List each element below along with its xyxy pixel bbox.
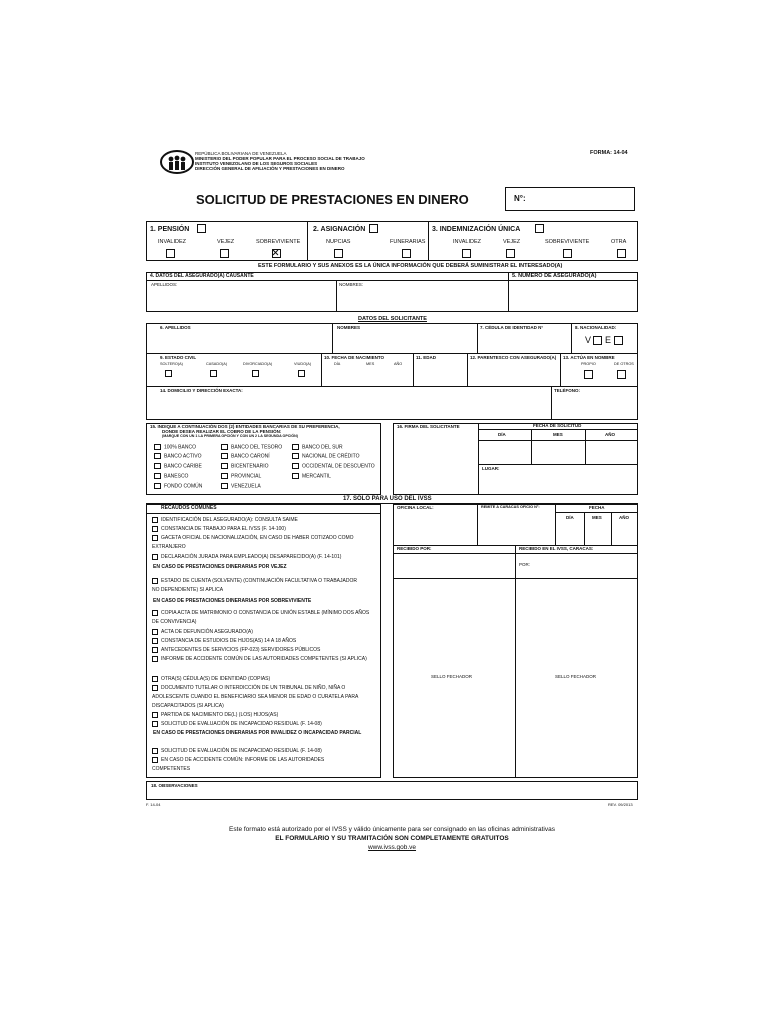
recaudo-item[interactable] xyxy=(152,628,378,637)
civil-soltero-checkbox[interactable] xyxy=(165,370,172,377)
recaudo-label: INFORME DE ACCIDENTE COMÚN DE LAS AUTORIDADES COMPETENTES (SI APLICA) xyxy=(161,656,367,662)
checkbox[interactable] xyxy=(154,483,161,489)
bank-option[interactable] xyxy=(221,473,261,479)
asegurado-number-title: 5. NÚMERO DE ASEGURADO(A) xyxy=(512,273,597,279)
recibido-por-label: RECIBIDO POR: xyxy=(397,546,432,551)
asegurado-title: 4. DATOS DEL ASEGURADO(A) CAUSANTE xyxy=(150,273,254,279)
bank-option[interactable] xyxy=(221,444,282,450)
field-label: 10. FECHA DE NACIMIENTO xyxy=(324,355,385,360)
civil-viudo-checkbox[interactable] xyxy=(298,370,305,377)
recaudo-item[interactable] xyxy=(152,516,378,525)
sello-fechador-label: SELLO FECHADOR xyxy=(431,674,473,679)
recibido-caracas-label: RECIBIDO EN EL IVSS, CARACAS: xyxy=(519,546,594,551)
pension-sobreviviente-checkbox[interactable] xyxy=(272,249,281,258)
field-label: TELÉFONO: xyxy=(554,388,580,393)
lugar-label: LUGAR: xyxy=(482,466,500,471)
recaudo-label: PARTIDA DE NACIMIENTO DE(L) (LOS) HIJOS(AS) xyxy=(161,712,279,718)
asignacion-checkbox[interactable] xyxy=(369,224,378,233)
checkbox[interactable] xyxy=(292,444,299,450)
option-label: SOLTERO(A) xyxy=(160,362,183,366)
recaudo-item[interactable] xyxy=(152,720,378,729)
checkbox[interactable] xyxy=(152,517,158,523)
bank-label: BANCO CARIBE xyxy=(164,463,202,470)
bank-label: VENEZUELA xyxy=(231,483,261,490)
bank-label: OCCIDENTAL DE DESCUENTO xyxy=(302,463,375,470)
nacionalidad-e-checkbox[interactable] xyxy=(614,336,623,345)
indemnizacion-vejez-checkbox[interactable] xyxy=(506,249,515,258)
bank-option[interactable] xyxy=(154,444,196,450)
bank-option[interactable] xyxy=(292,444,343,450)
footer-url-link[interactable]: www.ivss.gob.ve xyxy=(367,844,417,851)
recaudo-label: OTRA(S) CÉDULA(S) DE IDENTIDAD (COPIAS) xyxy=(161,676,271,682)
checkbox[interactable] xyxy=(221,453,228,459)
bank-option[interactable] xyxy=(292,453,360,459)
field-label: 8. NACIONALIDAD: xyxy=(575,325,617,330)
org-line: INSTITUTO VENEZOLANO DE LOS SEGUROS SOCIALES xyxy=(195,161,318,166)
recaudo-item[interactable] xyxy=(152,655,370,664)
firma-label: 16. FIRMA DEL SOLICITANTE xyxy=(397,424,460,429)
civil-casado-checkbox[interactable] xyxy=(210,370,217,377)
bank-option[interactable] xyxy=(221,453,270,459)
checkbox[interactable] xyxy=(152,578,158,584)
option-label: VEJEZ xyxy=(217,239,235,245)
asignacion-nupcias-checkbox[interactable] xyxy=(334,249,343,258)
recaudo-label: DECLARACIÓN JURADA PARA EMPLEADO(A) DESAPARECIDO(A) (F. 14-101) xyxy=(161,554,342,560)
bancos-title: (MARQUE CON UN 1 LA PRIMERA OPCIÓN Y CON UN 2 LA SEGUNDA OPCIÓN) xyxy=(162,434,298,438)
recaudo-item[interactable] xyxy=(152,609,370,627)
option-label: SOBREVIVIENTE xyxy=(545,239,590,245)
bank-option[interactable] xyxy=(292,473,331,479)
sello-fechador-label: SELLO FECHADOR xyxy=(555,674,597,679)
bank-label: BANCO DEL SUR xyxy=(302,444,343,451)
recaudo-label: GACETA OFICIAL DE NACIONALIZACIÓN, EN CASO DE HABER COTIZADO COMO EXTRANJERO xyxy=(152,535,354,550)
number-label: N°: xyxy=(514,194,526,203)
por-label: POR: xyxy=(519,562,531,567)
checkbox[interactable] xyxy=(152,535,158,541)
nacionalidad-e-label: E xyxy=(605,335,612,345)
option-label: VIUDO(A) xyxy=(294,362,312,366)
checkbox[interactable] xyxy=(152,554,158,560)
checkbox[interactable] xyxy=(221,444,228,450)
invalidez-title: EN CASO DE PRESTACIONES DINERARIAS POR INVALIDEZ O INCAPACIDAD PARCIAL xyxy=(153,730,362,736)
recaudo-item[interactable] xyxy=(152,684,370,711)
date-part-label: MES xyxy=(553,432,563,437)
recaudo-label: ESTADO DE CUENTA (SOLVENTE) (CONTINUACIÓN FACULTATIVA O TRABAJADOR NO DEPENDIENTE) SI APLICA xyxy=(152,578,357,593)
solicitante-title: DATOS DEL SOLICITANTE xyxy=(358,316,427,322)
field-label: 13. ACTÚA EN NOMBRE xyxy=(563,355,615,360)
footer-note: Este formato está autorizado por el IVSS y válido únicamente para ser consignado en las oficinas administrativas xyxy=(229,826,555,833)
option-label: FUNERARIAS xyxy=(390,239,426,245)
vejez-title: EN CASO DE PRESTACIONES DINERARIAS POR VEJEZ xyxy=(153,564,287,570)
bank-label: BANESCO xyxy=(164,473,189,480)
bank-option[interactable] xyxy=(292,463,375,469)
checkbox[interactable] xyxy=(152,685,158,691)
fecha-solicitud-label: FECHA DE SOLICITUD xyxy=(533,423,582,428)
bank-label: NACIONAL DE CRÉDITO xyxy=(302,453,360,460)
pension-invalidez-checkbox[interactable] xyxy=(166,249,175,258)
actua-propio-checkbox[interactable] xyxy=(584,370,593,379)
org-line: DIRECCIÓN GENERAL DE AFILIACIÓN Y PRESTACIONES EN DINERO xyxy=(195,166,345,171)
recaudo-item[interactable] xyxy=(152,711,378,720)
checkbox[interactable] xyxy=(152,712,158,718)
option-label: NUPCIAS xyxy=(326,239,351,245)
sobreviviente-title: EN CASO DE PRESTACIONES DINERARIAS POR SOBREVIVIENTE xyxy=(153,598,312,604)
oficina-local-label: OFICINA LOCAL: xyxy=(397,505,434,510)
apellidos-label: APELLIDOS: xyxy=(151,282,178,287)
checkbox[interactable] xyxy=(152,748,158,754)
recaudo-label: ANTECEDENTES DE SERVICIOS (FP-023) SERVIDORES PÚBLICOS xyxy=(161,647,321,653)
checkbox[interactable] xyxy=(152,526,158,532)
recaudo-label: SOLICITUD DE EVALUACIÓN DE INCAPACIDAD RESIDUAL (F. 14-08) xyxy=(161,748,322,754)
recaudo-item[interactable] xyxy=(152,637,378,646)
date-part-label: AÑO xyxy=(394,362,403,366)
indemnizacion-otra-checkbox[interactable] xyxy=(617,249,626,258)
date-part-label: DÍA xyxy=(334,362,341,366)
form-revision: REV. 09/2013 xyxy=(608,802,633,807)
bank-option[interactable] xyxy=(154,463,202,469)
option-label: INVALIDEZ xyxy=(158,239,187,245)
actua-otros-checkbox[interactable] xyxy=(617,370,626,379)
indemnizacion-checkbox[interactable] xyxy=(535,224,544,233)
page-title: SOLICITUD DE PRESTACIONES EN DINERO xyxy=(196,192,469,207)
option-label: PROPIO xyxy=(581,362,596,366)
logo-icon xyxy=(160,150,194,174)
option-label: DE OTROS xyxy=(614,362,634,366)
recaudo-label: ACTA DE DEFUNCIÓN ASEGURADO(A) xyxy=(161,629,253,635)
bank-label: FONDO COMÚN xyxy=(164,483,203,490)
option-label: DIVORCIADO(A) xyxy=(243,362,273,366)
footer-gratuito: EL FORMULARIO Y SU TRAMITACIÓN SON COMPLETAMENTE GRATUITOS xyxy=(275,835,509,842)
indemnizacion-sobreviviente-checkbox[interactable] xyxy=(563,249,572,258)
asignacion-funerarias-checkbox[interactable] xyxy=(402,249,411,258)
recaudo-label: SOLICITUD DE EVALUACIÓN DE INCAPACIDAD RESIDUAL (F. 14-08) xyxy=(161,721,322,727)
indemnizacion-label: 3. INDEMNIZACIÓN ÚNICA xyxy=(432,226,521,233)
recaudo-label: CONSTANCIA DE ESTUDIOS DE HIJOS(AS) 14 A 18 AÑOS xyxy=(161,638,297,644)
form-code-footer: F. 14-04 xyxy=(146,802,161,807)
checkbox[interactable] xyxy=(292,473,299,479)
civil-divorciado-checkbox[interactable] xyxy=(252,370,259,377)
option-label: VEJEZ xyxy=(503,239,521,245)
checkbox[interactable] xyxy=(154,453,161,459)
pension-label: 1. PENSIÓN xyxy=(150,226,190,233)
nacionalidad-v-checkbox[interactable] xyxy=(593,336,602,345)
checkbox[interactable] xyxy=(152,721,158,727)
indemnizacion-invalidez-checkbox[interactable] xyxy=(462,249,471,258)
ivss-logo xyxy=(160,150,194,174)
nacionalidad-v-label: V xyxy=(585,335,592,345)
bank-label: 100% BANCO xyxy=(164,444,196,451)
firma-section xyxy=(393,423,638,495)
asignacion-label: 2. ASIGNACIÓN xyxy=(313,226,366,233)
checkbox[interactable] xyxy=(221,463,228,469)
number-field[interactable] xyxy=(505,187,635,211)
recaudo-item[interactable] xyxy=(152,747,378,756)
checkbox[interactable] xyxy=(292,453,299,459)
recaudo-item[interactable] xyxy=(152,553,378,562)
bank-option[interactable] xyxy=(154,453,202,459)
pension-vejez-checkbox[interactable] xyxy=(220,249,229,258)
checkbox[interactable] xyxy=(154,444,161,450)
recaudo-item[interactable] xyxy=(152,525,378,534)
remite-label: REMITE A CARACAS OFICIO N°: xyxy=(481,505,540,509)
field-label: 12. PARENTESCO CON ASEGURADO(A) xyxy=(470,355,557,360)
checkbox[interactable] xyxy=(152,656,158,662)
recaudo-label: EN CASO DE ACCIDENTE COMÚN: INFORME DE LAS AUTORIDADES COMPETENTES xyxy=(152,757,325,772)
checkbox[interactable] xyxy=(152,676,158,682)
checkbox[interactable] xyxy=(221,483,228,489)
recaudo-label: CONSTANCIA DE TRABAJO PARA EL IVSS (F. 14-100) xyxy=(161,526,286,532)
checkbox[interactable] xyxy=(154,463,161,469)
option-label: OTRA xyxy=(611,239,627,245)
date-part-label: MES xyxy=(366,362,375,366)
org-line: MINISTERIO DEL PODER POPULAR PARA EL PROCESO SOCIAL DE TRABAJO xyxy=(195,156,365,161)
notice-text: ESTE FORMULARIO Y SUS ANEXOS ES LA ÚNICA INFORMACIÓN QUE DEBERÁ SUMINISTRAR EL INTERESADO(A) xyxy=(258,263,563,269)
bank-option[interactable] xyxy=(221,483,261,489)
field-label: 6. APELLIDOS xyxy=(160,325,191,330)
recaudo-item[interactable] xyxy=(152,577,360,595)
bank-label: MERCANTIL xyxy=(302,473,331,480)
fecha-label: FECHA xyxy=(589,505,605,510)
observaciones-label: 18. OBSERVACIONES xyxy=(151,783,198,788)
observaciones-field[interactable] xyxy=(146,781,638,800)
bank-option[interactable] xyxy=(221,463,269,469)
checkbox[interactable] xyxy=(152,757,158,763)
field-label: 7. CÉDULA DE IDENTIDAD N° xyxy=(480,325,544,330)
bank-option[interactable] xyxy=(154,473,188,479)
bancos-title: 15. INDIQUE A CONTINUACIÓN DOS (2) ENTIDADES BANCARIAS DE SU PREFERENCIA, xyxy=(150,424,340,429)
bank-label: PROVINCIAL xyxy=(231,473,262,480)
ivss-title: 17. SOLO PARA USO DEL IVSS xyxy=(343,496,432,502)
bank-label: BICENTENARIO xyxy=(231,463,269,470)
field-label: 14. DOMICILIO Y DIRECCIÓN EXACTA: xyxy=(160,388,243,393)
recaudo-label: DOCUMENTO TUTELAR O INTERDICCIÓN DE UN TRIBUNAL DE NIÑO, NIÑA O ADOLESCENTE CUANDO EL BENEFICIARIO SEA MENOR DE EDAD O CURATELA PARA DISCAPACITADOS (SI APLICA) xyxy=(152,685,359,709)
checkbox[interactable] xyxy=(154,473,161,479)
checkbox[interactable] xyxy=(152,610,158,616)
option-label: INVALIDEZ xyxy=(453,239,482,245)
checkbox[interactable] xyxy=(152,629,158,635)
bank-label: BANCO ACTIVO xyxy=(164,453,202,460)
bank-label: BANCO DEL TESORO xyxy=(231,444,283,451)
solicitante-section xyxy=(146,323,638,420)
form-code: FORMA: 14-04 xyxy=(590,150,628,156)
date-part-label: MES xyxy=(592,515,602,520)
recaudo-label: IDENTIFICACIÓN DEL ASEGURADO(A): CONSULTA SAIME xyxy=(161,517,298,523)
recaudo-item[interactable] xyxy=(152,756,357,774)
pension-checkbox[interactable] xyxy=(197,224,206,233)
recaudos-title: RECAUDOS COMUNES xyxy=(161,505,217,511)
option-label: CASADO(A) xyxy=(206,362,228,366)
field-label: 11. EDAD xyxy=(416,355,437,360)
bank-label: BANCO CARONÍ xyxy=(231,453,270,460)
recaudo-item[interactable] xyxy=(152,534,370,552)
nombres-label: NOMBRES: xyxy=(339,282,364,287)
date-part-label: AÑO xyxy=(605,432,615,437)
checkbox[interactable] xyxy=(221,473,228,479)
checkbox[interactable] xyxy=(152,638,158,644)
recaudo-label: COPIA ACTA DE MATRIMONIO O CONSTANCIA DE UNIÓN ESTABLE (MÍNIMO DOS AÑOS DE CONVIVENCIA) xyxy=(152,610,370,625)
field-label: 9. ESTADO CIVIL xyxy=(160,355,197,360)
recaudo-item[interactable] xyxy=(152,675,378,684)
date-part-label: DÍA xyxy=(498,432,506,437)
bank-option[interactable] xyxy=(154,483,202,489)
recaudo-item[interactable] xyxy=(152,646,378,655)
option-label: SOBREVIVIENTE xyxy=(256,239,301,245)
date-part-label: AÑO xyxy=(619,515,629,520)
checkbox[interactable] xyxy=(292,463,299,469)
field-label: NOMBRES xyxy=(337,325,361,330)
checkbox[interactable] xyxy=(152,647,158,653)
org-line: REPÚBLICA BOLIVARIANA DE VENEZUELA xyxy=(195,151,287,156)
date-part-label: DÍA xyxy=(566,515,574,520)
bancos-title: DONDE DESEA REALIZAR EL COBRO DE LA PENSIÓN: xyxy=(162,429,282,434)
